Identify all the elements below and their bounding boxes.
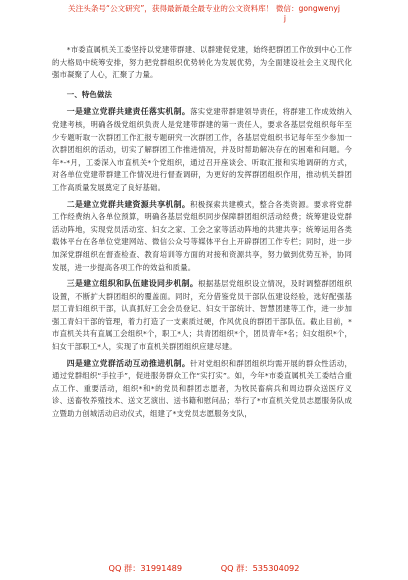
- paragraph-1-body: 落实党建带群建领导责任，将群建工作成效纳入党建考核，明确各级党组织负责人是党建带群建的第一责任人，要求各基层党组织每年至少专题听取一次群团工作汇报专题研究一次群团工作，各基层党组织书记每年至少参加一次群团组织的活动，切实了解群团工作推进情况，并及时帮助解决存在的困难和问题。今年*-*月，工委深入市直机关*个党组织，通过召开座谈会、听取汇报和实地调研的方式，对各单位党建带群建工作情况进行督查调研，为更好的发挥群团组织作用，推动机关群团工作高质量发展奠定了良好基础。: [52, 107, 352, 192]
- paragraph-4-body: 针对党组织和群团组织均需开展的群众性活动，通过党群组织“手拉手”，促进服务群众工作“实打实”。如，今年*市委直属机关工委结合重点工作、重要活动，组织*和*的党员和群团志愿者，为牧民畜病兵和周边群众送医疗义诊、送畜牧养殖技术、送文艺演出、送书籍和慰问品；举行了*市直机关党员志愿服务队成立暨助力创城活动启动仪式，组建了*支党员志愿服务支队，: [52, 358, 352, 419]
- document-body: [52, 44, 352, 425]
- paragraph-3-lead: 三是建立组织和队伍建设同步机制。: [66, 279, 199, 289]
- paragraph-3: [52, 278, 352, 354]
- paragraph-2-lead: 二是建立党群共建资源共享机制。: [66, 199, 191, 209]
- paragraph-3-body: 根据基层党组织设立情况，及时调整群团组织设置，不断扩大群团组织的覆盖面。同时，充分借鉴党员干部队伍建设经验，选好配强基层工青妇组织干部，认真抓好工会会员登记、妇女干部统计、智慧团建等工作，进一步加强工青妇干部的管理，着力打造了一支素质过硬，作风优良的群团干部队伍。截止目前，*市直机关共有直属工会组织*个，职工*人；共青团组织*个，团员青年*名；妇女组织*个，妇女干部职工*人，实现了市直机关群团组织应建尽建。: [52, 279, 352, 352]
- promo-banner-line2: j: [283, 13, 286, 23]
- qq-group-2: QQ 群：535304092: [220, 563, 300, 573]
- paragraph-4-lead: 四是建立党群活动互动推进机制。: [66, 358, 191, 368]
- paragraph-2-body: 积极探索共建模式，整合各类资源。要求将党群工作经费纳入各单位预算，明确各基层党组织同步保障群团组织活动经费；统筹建设党群活动阵地，实现党员活动室、妇女之家、工会之家等活动阵地的共建共享；统筹运用各类载体平台在各单位党建网站、微信公众号等媒体平台上开辟群团工作专栏；同时，进一步加深党群组织在督查检查、教育培训等方面的对接和资源共享，努力做到优势互补，协同发展，进一步提高各项工作的效益和质量。: [52, 199, 352, 272]
- paragraph-1-lead: 一是建立党群共建责任落实机制。: [66, 107, 191, 117]
- paragraph-4: [52, 358, 352, 421]
- promo-banner-line1: 关注头条号“公文研究”，获得最新最全最专业的公文资料库！ 微信：gongwenyj: [68, 4, 340, 13]
- paragraph-1: [52, 106, 352, 194]
- promo-banner: [0, 4, 408, 32]
- intro-paragraph: *市委直属机关工委坚持以党建带群建、以群建促党建，始终把群团工作放到中心工作的大格局中统筹安排，努力把党群组织优势转化为发展优势，为全面建设社会主义现代化强市凝聚了人心，汇聚了力量。: [52, 45, 352, 80]
- contact-footer: [0, 563, 408, 574]
- qq-group-1: QQ 群：31991489: [108, 563, 183, 573]
- section-title: 一、特色做法: [66, 89, 113, 99]
- paragraph-2: [52, 199, 352, 275]
